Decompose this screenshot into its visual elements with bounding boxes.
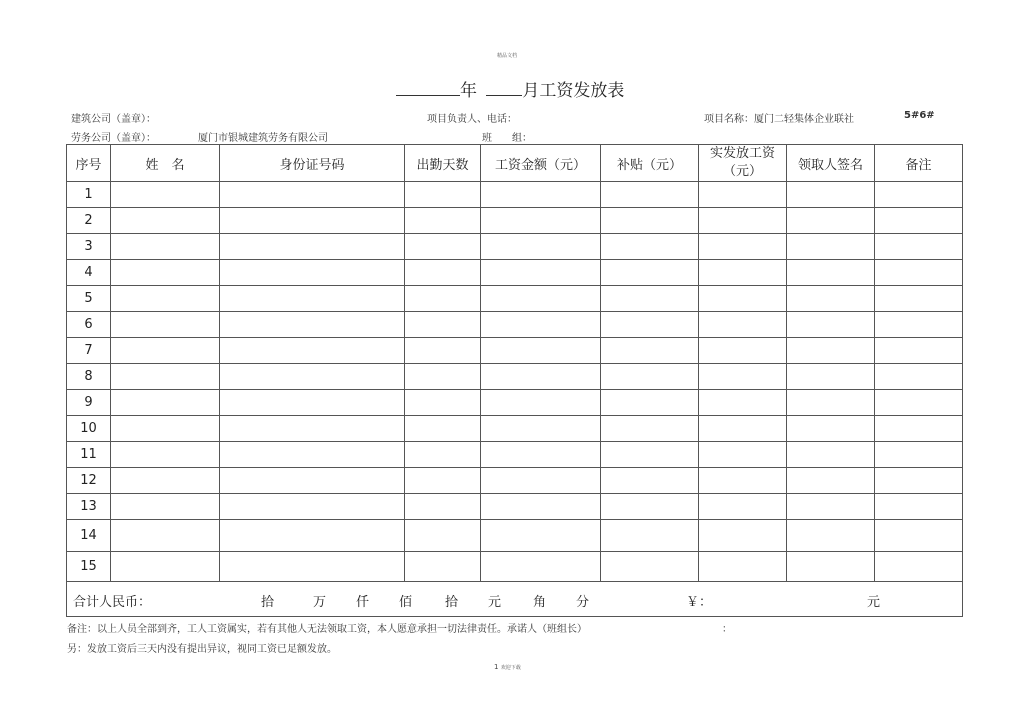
cell-subsidy[interactable] — [601, 338, 699, 364]
cell-id-number[interactable] — [220, 416, 405, 442]
cell-id-number[interactable] — [220, 312, 405, 338]
cell-wage-amount[interactable] — [481, 416, 601, 442]
cell-actual-paid[interactable] — [699, 442, 787, 468]
table-row — [67, 390, 963, 416]
header-actual-paid-line2: （元） — [722, 164, 762, 179]
header-name: 姓 名 — [111, 145, 220, 182]
row-number: 10 — [67, 416, 111, 442]
row-number: 14 — [67, 520, 111, 552]
cell-attendance-days[interactable] — [405, 286, 481, 312]
table-header-row — [67, 145, 963, 182]
cell-name[interactable] — [111, 182, 220, 208]
cell-remarks[interactable] — [875, 416, 963, 442]
cell-recipient-signature[interactable] — [787, 520, 875, 552]
table-row — [67, 468, 963, 494]
cell-attendance-days[interactable] — [405, 520, 481, 552]
cell-wage-amount[interactable] — [481, 552, 601, 582]
cell-remarks[interactable] — [875, 182, 963, 208]
cell-actual-paid[interactable] — [699, 286, 787, 312]
cell-recipient-signature[interactable] — [787, 552, 875, 582]
header-id-number: 身份证号码 — [220, 145, 405, 182]
cell-remarks[interactable] — [875, 312, 963, 338]
cell-wage-amount[interactable] — [481, 312, 601, 338]
construction-company-label: 建筑公司（盖章）： — [71, 114, 156, 125]
page-number: 1 — [494, 663, 499, 671]
project-name-suffix: 5#6# — [904, 110, 935, 121]
table-row — [67, 494, 963, 520]
cell-actual-paid[interactable] — [699, 234, 787, 260]
header-subsidy: 补贴（元） — [601, 145, 699, 182]
cell-subsidy[interactable] — [601, 182, 699, 208]
cell-actual-paid[interactable] — [699, 312, 787, 338]
header-attendance-days: 出勤天数 — [405, 145, 481, 182]
cell-id-number[interactable] — [220, 364, 405, 390]
unit-shi-1[interactable]: 拾 — [261, 595, 275, 610]
header-seq: 序号 — [67, 145, 111, 182]
project-manager-label: 项目负责人、电话： — [427, 114, 517, 125]
cell-subsidy[interactable] — [601, 494, 699, 520]
month-label: 月工资发放表 — [522, 81, 625, 101]
table-row — [67, 442, 963, 468]
cell-subsidy[interactable] — [601, 468, 699, 494]
cell-remarks[interactable] — [875, 286, 963, 312]
unit-jiao[interactable]: 角 — [533, 595, 547, 610]
table-row — [67, 208, 963, 234]
cell-recipient-signature[interactable] — [787, 364, 875, 390]
header-actual-paid-line1: 实发放工资 — [709, 146, 775, 161]
year-blank[interactable] — [396, 81, 460, 96]
cell-name[interactable] — [111, 390, 220, 416]
cell-remarks[interactable] — [875, 260, 963, 286]
cell-recipient-signature[interactable] — [787, 208, 875, 234]
cell-name[interactable] — [111, 552, 220, 582]
row-number: 1 — [67, 182, 111, 208]
cell-remarks[interactable] — [875, 494, 963, 520]
cell-wage-amount[interactable] — [481, 234, 601, 260]
cell-name[interactable] — [111, 312, 220, 338]
table-row — [67, 520, 963, 552]
cell-subsidy[interactable] — [601, 416, 699, 442]
cell-remarks[interactable] — [875, 338, 963, 364]
cell-name[interactable] — [111, 364, 220, 390]
row-number: 6 — [67, 312, 111, 338]
cell-id-number[interactable] — [220, 286, 405, 312]
cell-subsidy[interactable] — [601, 390, 699, 416]
cell-actual-paid[interactable] — [699, 494, 787, 520]
cell-remarks[interactable] — [875, 234, 963, 260]
cell-remarks[interactable] — [875, 442, 963, 468]
header-wage-amount: 工资金额（元） — [481, 145, 601, 182]
watermark-top: 精品文档 — [497, 53, 518, 59]
cell-wage-amount[interactable] — [481, 260, 601, 286]
table-row — [67, 416, 963, 442]
cell-wage-amount[interactable] — [481, 390, 601, 416]
table-row — [67, 286, 963, 312]
row-number: 3 — [67, 234, 111, 260]
row-number: 12 — [67, 468, 111, 494]
cell-actual-paid[interactable] — [699, 182, 787, 208]
cell-name[interactable] — [111, 286, 220, 312]
table-row — [67, 312, 963, 338]
cell-wage-amount[interactable] — [481, 208, 601, 234]
cell-actual-paid[interactable] — [699, 208, 787, 234]
cell-recipient-signature[interactable] — [787, 260, 875, 286]
cell-subsidy[interactable] — [601, 520, 699, 552]
cell-remarks[interactable] — [875, 364, 963, 390]
note-line1-colon: ： — [722, 624, 732, 635]
cell-actual-paid[interactable] — [699, 416, 787, 442]
cell-subsidy[interactable] — [601, 364, 699, 390]
cell-id-number[interactable] — [220, 468, 405, 494]
cell-wage-amount[interactable] — [481, 286, 601, 312]
total-cell — [67, 582, 963, 617]
row-number: 4 — [67, 260, 111, 286]
unit-bai[interactable]: 佰 — [399, 595, 413, 610]
cell-remarks[interactable] — [875, 208, 963, 234]
cell-recipient-signature[interactable] — [787, 416, 875, 442]
row-number: 8 — [67, 364, 111, 390]
row-number: 13 — [67, 494, 111, 520]
cell-subsidy[interactable] — [601, 552, 699, 582]
cell-recipient-signature[interactable] — [787, 234, 875, 260]
cell-subsidy[interactable] — [601, 312, 699, 338]
cell-wage-amount[interactable] — [481, 442, 601, 468]
cell-subsidy[interactable] — [601, 286, 699, 312]
page-footer — [494, 663, 521, 671]
page-footer-text: 欢迎下载 — [500, 665, 521, 671]
row-number: 9 — [67, 390, 111, 416]
row-number: 5 — [67, 286, 111, 312]
unit-qian[interactable]: 仟 — [356, 595, 370, 610]
row-number: 11 — [67, 442, 111, 468]
cell-id-number[interactable] — [220, 260, 405, 286]
project-name-label: 项目名称：厦门二轻集体企业联社 — [704, 114, 854, 125]
cell-actual-paid[interactable] — [699, 260, 787, 286]
labor-company-label: 劳务公司（盖章）： — [71, 133, 156, 144]
cell-attendance-days[interactable] — [405, 552, 481, 582]
cell-recipient-signature[interactable] — [787, 468, 875, 494]
cell-recipient-signature[interactable] — [787, 390, 875, 416]
row-number: 2 — [67, 208, 111, 234]
cell-wage-amount[interactable] — [481, 520, 601, 552]
unit-wan[interactable]: 万 — [313, 595, 327, 610]
cell-name[interactable] — [111, 494, 220, 520]
cell-recipient-signature[interactable] — [787, 338, 875, 364]
payroll-table — [66, 144, 963, 617]
cell-name[interactable] — [111, 208, 220, 234]
cell-remarks[interactable] — [875, 520, 963, 552]
unit-shi-2[interactable]: 拾 — [445, 595, 459, 610]
cell-wage-amount[interactable] — [481, 468, 601, 494]
cell-attendance-days[interactable] — [405, 182, 481, 208]
cell-id-number[interactable] — [220, 234, 405, 260]
cell-id-number[interactable] — [220, 182, 405, 208]
unit-fen[interactable]: 分 — [576, 595, 590, 610]
cell-id-number[interactable] — [220, 520, 405, 552]
cell-recipient-signature[interactable] — [787, 286, 875, 312]
cell-attendance-days[interactable] — [405, 338, 481, 364]
cell-name[interactable] — [111, 442, 220, 468]
unit-yuan[interactable]: 元 — [488, 595, 502, 610]
header-actual-paid — [699, 145, 787, 182]
cell-wage-amount[interactable] — [481, 494, 601, 520]
row-number: 15 — [67, 552, 111, 582]
cell-attendance-days[interactable] — [405, 364, 481, 390]
cell-id-number[interactable] — [220, 390, 405, 416]
yen-label[interactable]: ￥： — [686, 595, 713, 610]
total-row — [67, 582, 963, 617]
cell-attendance-days[interactable] — [405, 260, 481, 286]
labor-company-value: 厦门市银城建筑劳务有限公司 — [198, 133, 328, 144]
cell-recipient-signature[interactable] — [787, 442, 875, 468]
cell-name[interactable] — [111, 338, 220, 364]
total-yuan-label: 元 — [867, 595, 881, 610]
cell-recipient-signature[interactable] — [787, 182, 875, 208]
cell-id-number[interactable] — [220, 494, 405, 520]
cell-name[interactable] — [111, 234, 220, 260]
team-label: 班 组： — [482, 133, 532, 144]
cell-wage-amount[interactable] — [481, 338, 601, 364]
cell-attendance-days[interactable] — [405, 208, 481, 234]
cell-id-number[interactable] — [220, 208, 405, 234]
cell-attendance-days[interactable] — [405, 494, 481, 520]
cell-actual-paid[interactable] — [699, 468, 787, 494]
note-line2: 另：发放工资后三天内没有提出异议，视同工资已足额发放。 — [67, 644, 337, 655]
cell-name[interactable] — [111, 260, 220, 286]
header-remarks: 备注 — [875, 145, 963, 182]
table-row — [67, 338, 963, 364]
note-line1: 备注：以上人员全部到齐，工人工资属实，若有其他人无法领取工资，本人愿意承担一切法律责任。承诺人（班组长） — [67, 624, 587, 635]
cell-id-number[interactable] — [220, 442, 405, 468]
cell-remarks[interactable] — [875, 468, 963, 494]
cell-id-number[interactable] — [220, 552, 405, 582]
year-label: 年 — [460, 81, 477, 101]
cell-actual-paid[interactable] — [699, 364, 787, 390]
cell-recipient-signature[interactable] — [787, 312, 875, 338]
cell-recipient-signature[interactable] — [787, 494, 875, 520]
cell-wage-amount[interactable] — [481, 364, 601, 390]
table-row — [67, 234, 963, 260]
cell-attendance-days[interactable] — [405, 234, 481, 260]
cell-subsidy[interactable] — [601, 234, 699, 260]
cell-name[interactable] — [111, 520, 220, 552]
table-row — [67, 552, 963, 582]
cell-attendance-days[interactable] — [405, 416, 481, 442]
cell-attendance-days[interactable] — [405, 468, 481, 494]
table-row — [67, 260, 963, 286]
cell-subsidy[interactable] — [601, 208, 699, 234]
cell-id-number[interactable] — [220, 338, 405, 364]
page-title — [396, 76, 624, 101]
cell-attendance-days[interactable] — [405, 442, 481, 468]
cell-remarks[interactable] — [875, 390, 963, 416]
cell-subsidy[interactable] — [601, 260, 699, 286]
cell-wage-amount[interactable] — [481, 182, 601, 208]
cell-subsidy[interactable] — [601, 442, 699, 468]
header-recipient-signature: 领取人签名 — [787, 145, 875, 182]
total-label: 合计人民币： — [73, 595, 152, 610]
cell-attendance-days[interactable] — [405, 390, 481, 416]
cell-attendance-days[interactable] — [405, 312, 481, 338]
month-blank[interactable] — [486, 81, 522, 96]
cell-name[interactable] — [111, 468, 220, 494]
cell-name[interactable] — [111, 416, 220, 442]
table-row — [67, 182, 963, 208]
cell-actual-paid[interactable] — [699, 520, 787, 552]
row-number: 7 — [67, 338, 111, 364]
cell-actual-paid[interactable] — [699, 552, 787, 582]
cell-remarks[interactable] — [875, 552, 963, 582]
cell-actual-paid[interactable] — [699, 390, 787, 416]
cell-actual-paid[interactable] — [699, 338, 787, 364]
table-row — [67, 364, 963, 390]
